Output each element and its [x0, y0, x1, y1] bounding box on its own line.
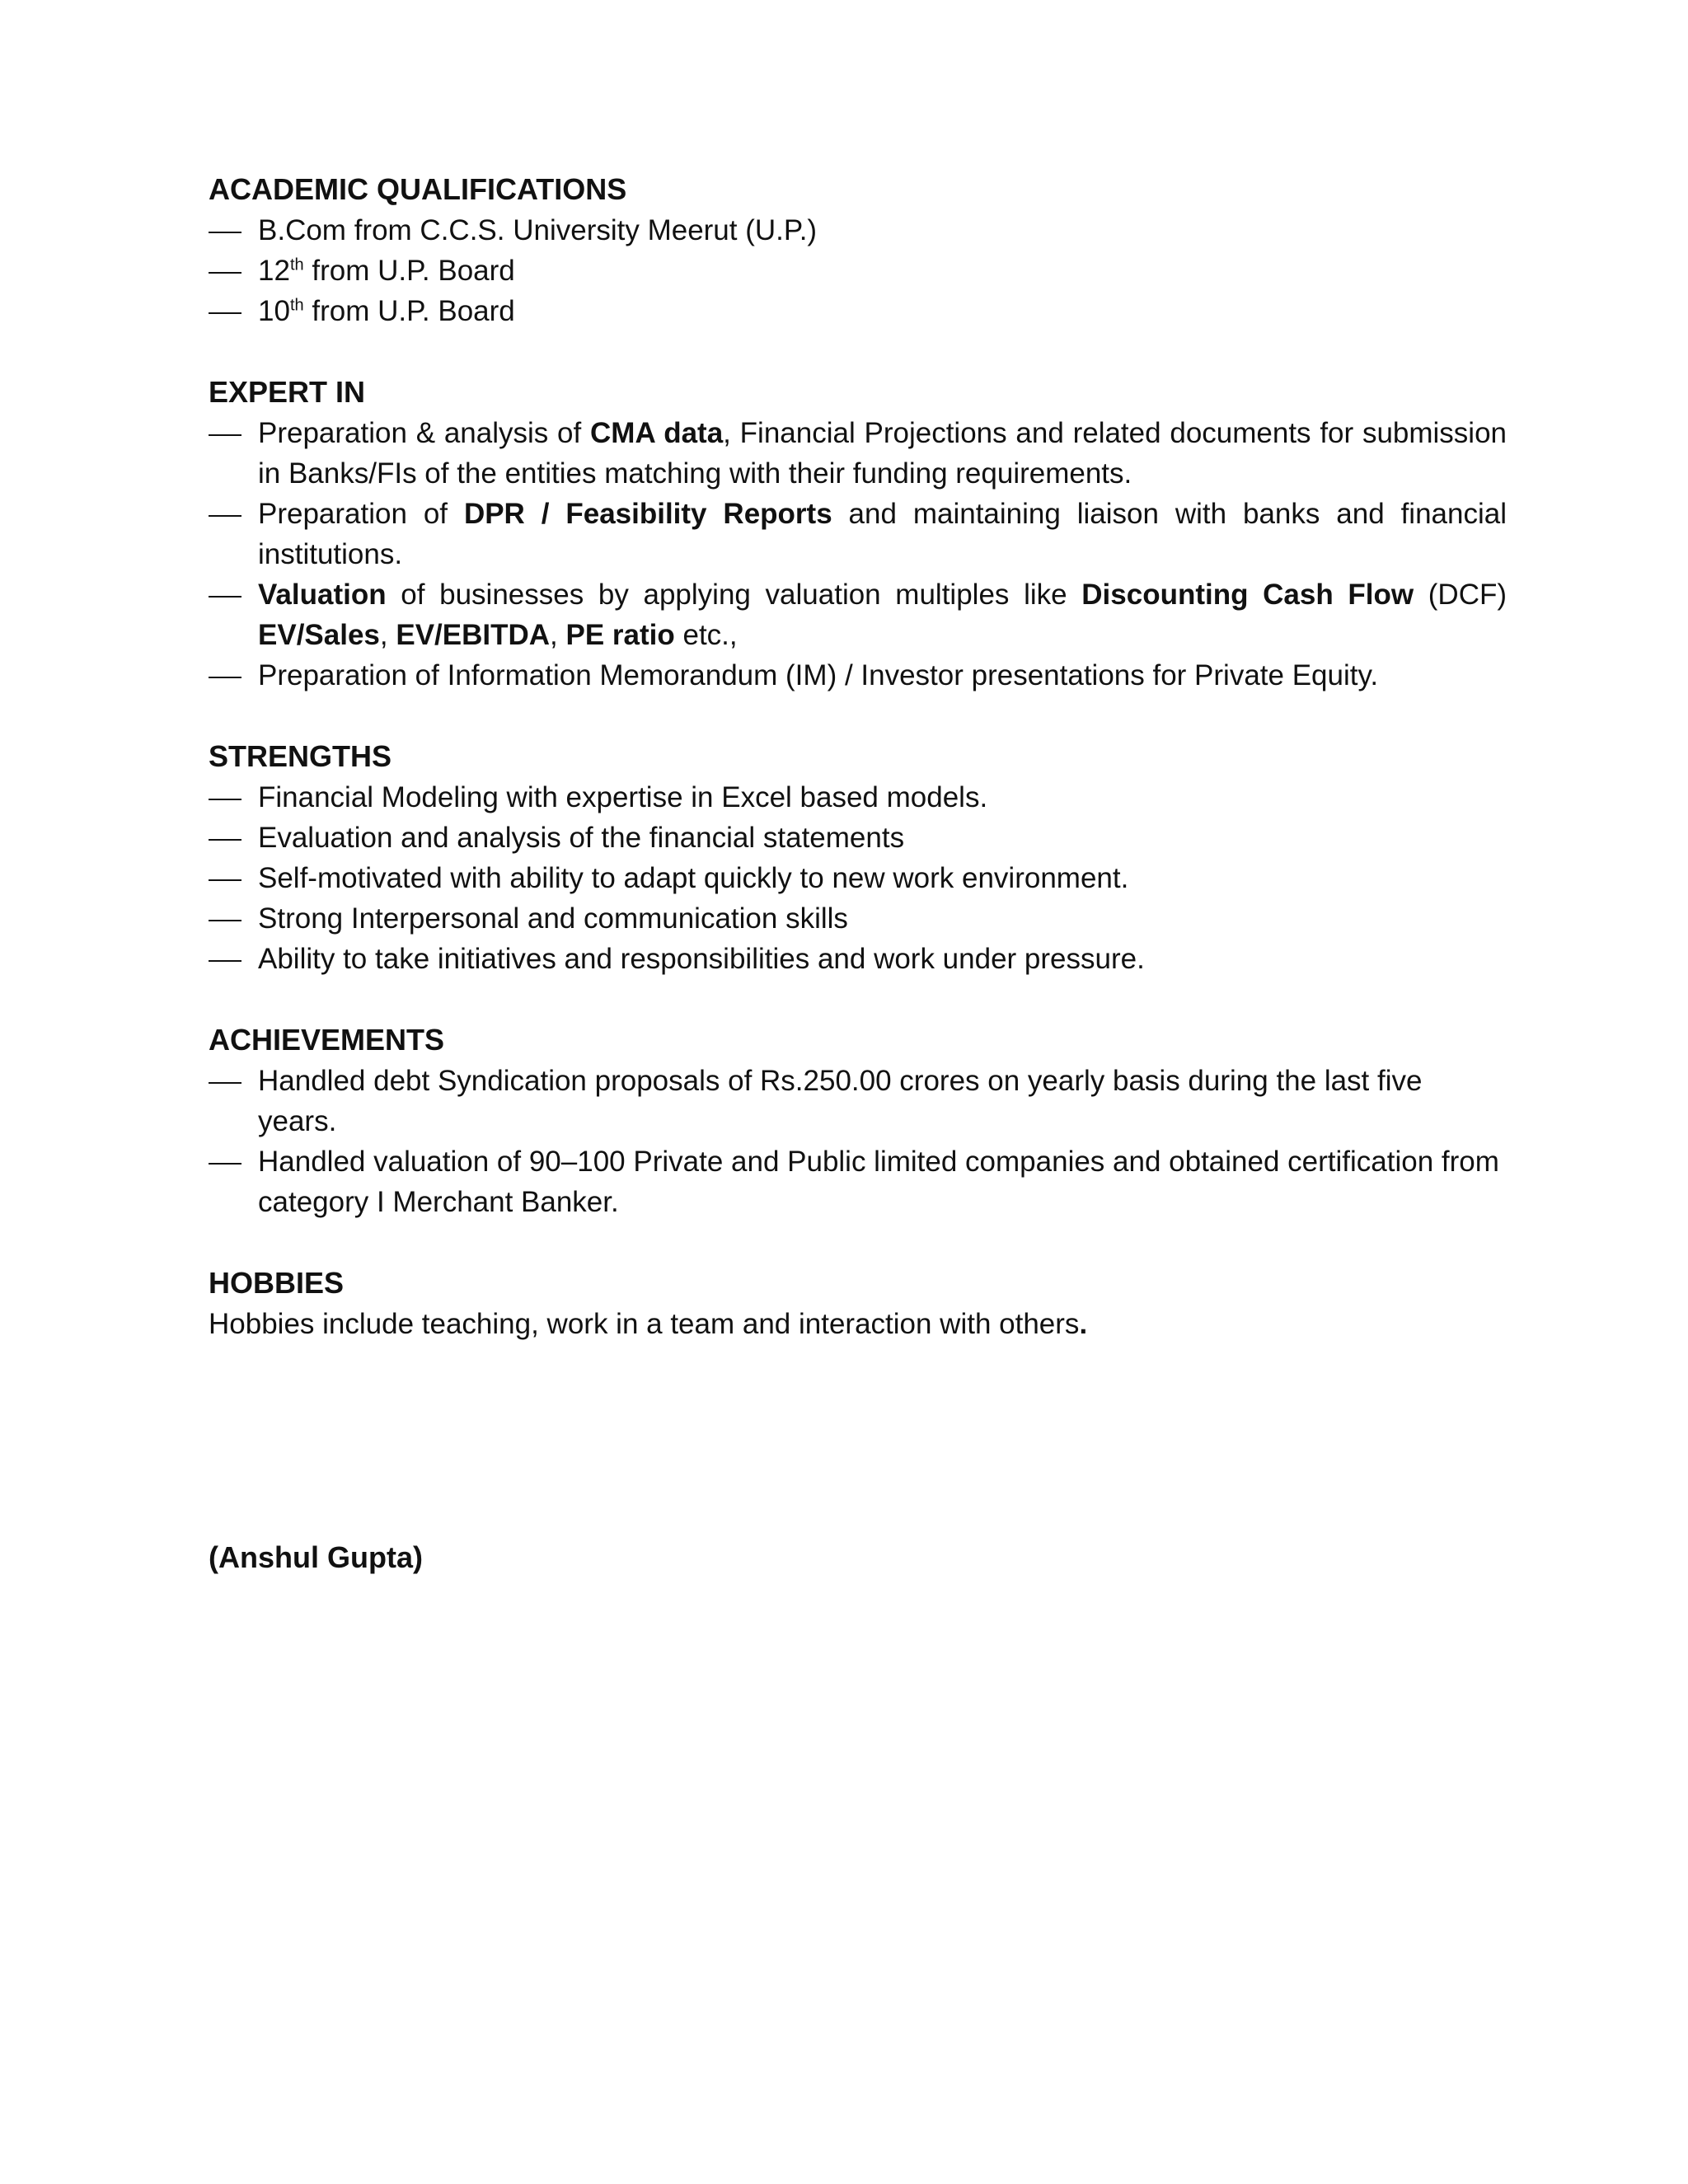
- academic-list: [209, 210, 1507, 331]
- list-item: 10th from U.P. Board: [258, 295, 515, 327]
- strengths-section: [209, 736, 1507, 979]
- list-item: Preparation & analysis of CMA data, Financial Projections and related documents for submission in Banks/FIs of the entities matching with their funding requirements.: [258, 417, 1507, 490]
- signature-name: (Anshul Gupta): [209, 1540, 423, 1574]
- list-item: Financial Modeling with expertise in Excel based models.: [258, 781, 988, 813]
- list-item: Ability to take initiatives and responsibilities and work under pressure.: [258, 943, 1145, 975]
- list-item: 12th from U.P. Board: [258, 255, 515, 287]
- list-item: Handled valuation of 90–100 Private and Public limited companies and obtained certification from category I Merchant Banker.: [258, 1146, 1499, 1218]
- strengths-heading: STRENGTHS: [209, 739, 392, 773]
- expert-list: [209, 413, 1507, 696]
- academic-section: [209, 169, 1507, 331]
- list-item: Handled debt Syndication proposals of Rs.250.00 crores on yearly basis during the last five years.: [258, 1065, 1423, 1137]
- expert-heading: EXPERT IN: [209, 375, 366, 409]
- academic-heading: ACADEMIC QUALIFICATIONS: [209, 172, 627, 206]
- list-item: Evaluation and analysis of the financial statements: [258, 822, 905, 854]
- achievements-section: [209, 1019, 1507, 1222]
- list-item: Preparation of DPR / Feasibility Reports and maintaining liaison with banks and financial institutions.: [258, 498, 1507, 570]
- list-item: Strong Interpersonal and communication skills: [258, 902, 848, 935]
- hobbies-section: [209, 1263, 1507, 1344]
- resume-page: [209, 169, 1507, 1385]
- list-item: Valuation of businesses by applying valuation multiples like Discounting Cash Flow (DCF) EV/Sales, EV/EBITDA, PE ratio etc.,: [258, 579, 1507, 651]
- expert-section: [209, 372, 1507, 696]
- list-item: B.Com from C.C.S. University Meerut (U.P.): [258, 214, 818, 246]
- hobbies-text: Hobbies include teaching, work in a team and interaction with others.: [209, 1308, 1088, 1340]
- achievements-list: [209, 1061, 1507, 1222]
- achievements-heading: ACHIEVEMENTS: [209, 1023, 445, 1057]
- list-item: Preparation of Information Memorandum (IM) / Investor presentations for Private Equity.: [258, 659, 1379, 691]
- strengths-list: [209, 777, 1507, 979]
- hobbies-heading: HOBBIES: [209, 1266, 345, 1300]
- list-item: Self-motivated with ability to adapt quickly to new work environment.: [258, 862, 1129, 894]
